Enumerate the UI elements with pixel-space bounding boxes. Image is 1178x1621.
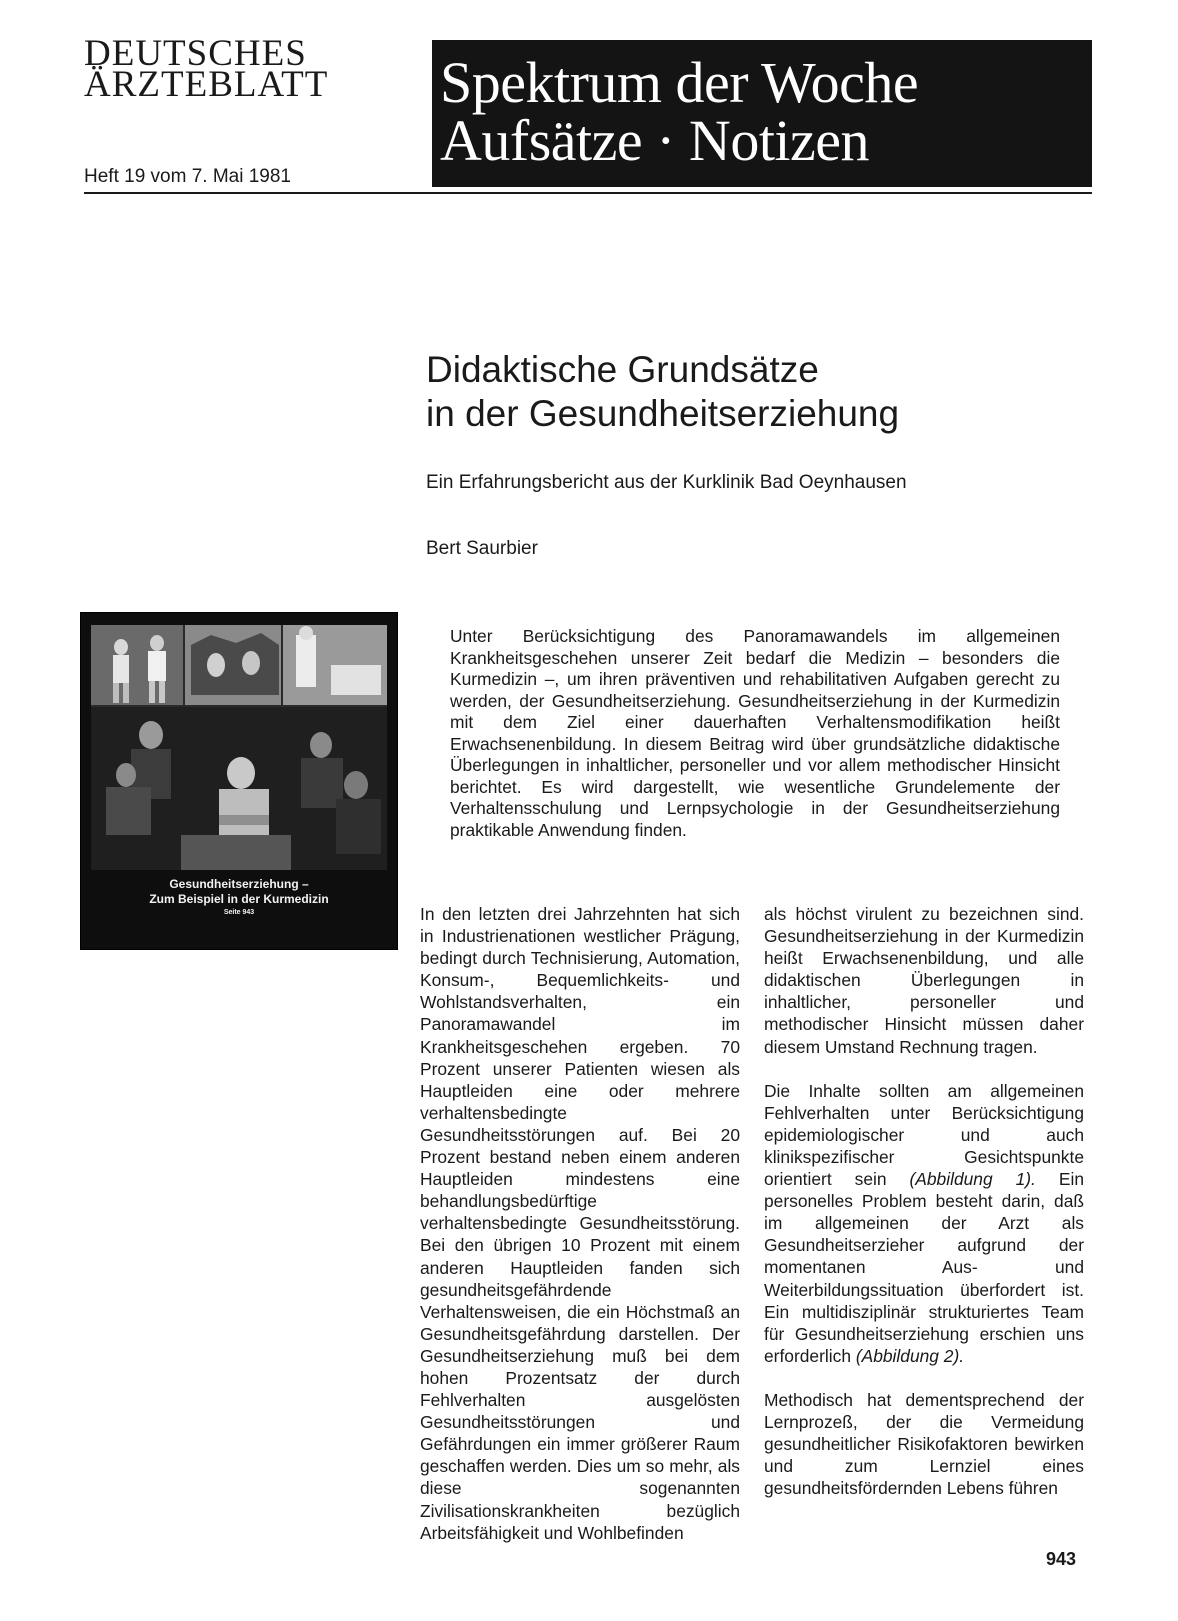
photo-caption: [81, 877, 397, 918]
body-column-1: [420, 903, 740, 1566]
title-line2: in der Gesundheitserziehung: [426, 393, 900, 434]
banner-line1: Spektrum der Woche: [440, 50, 919, 115]
article-author: Bert Saurbier: [426, 538, 538, 559]
article-subtitle: Ein Erfahrungsbericht aus der Kurklinik Bad Oeynhausen: [426, 472, 907, 493]
photo-caption-line2: Zum Beispiel in der Kurmedizin: [149, 892, 329, 906]
paragraph-text: Ein personelles Problem besteht darin, daß im allgemeinen der Arzt als Gesundheitserzieher aufgrund der momentanen Aus- und Weiterbildungssituation überfordert ist. Ein multidisziplinär strukturiertes Team für Gesundheitserziehung erschien uns erforderlich: [764, 1169, 1084, 1366]
paragraph-text: Die Inhalte sollten am allgemeinen Fehlverhalten unter Berücksichtigung epidemiologischer und auch klinikspezifischer Gesichtspunkte orientiert sein: [764, 1080, 1084, 1190]
issue-date: Heft 19 vom 7. Mai 1981: [84, 166, 291, 187]
photo-caption-page: Seite 943: [223, 909, 255, 916]
body-column-2: [764, 903, 1084, 1521]
paragraph: als höchst virulent zu bezeichnen sind. Gesundheitserziehung in der Kurmedizin heißt Erwachsenenbildung, und alle didaktischen Überlegungen in inhaltlicher, personeller und methodischer Hinsicht müssen daher diesem Umstand Rechnung tragen.: [764, 904, 1084, 1057]
cover-photo: [80, 612, 398, 950]
paragraph: Methodisch hat dementsprechend der Lernprozeß, der die Vermeidung gesundheitlicher Risikofaktoren bewirken und zum Lernziel eines gesundheitsfördernden Lebens führen: [764, 1389, 1084, 1499]
figure-reference: (Abbildung 2).: [855, 1345, 965, 1366]
masthead-line1: DEUTSCHES: [84, 33, 307, 74]
photo-caption-line1: Gesundheitserziehung –: [169, 877, 309, 891]
banner-line2: Aufsätze · Notizen: [440, 108, 870, 173]
photo-image: [91, 625, 387, 870]
figure-reference: (Abbildung 1).: [909, 1169, 1036, 1190]
article-title: [426, 348, 899, 436]
page-number: 943: [1046, 1549, 1077, 1569]
masthead-line2: ÄRZTEBLATT: [84, 64, 329, 105]
paragraph: In den letzten drei Jahrzehnten hat sich in Industrienationen westlicher Prägung, bedingt durch Technisierung, Automation, Konsum-, Bequemlichkeits- und Wohlstandsverhalten, ein Panoramawandel im Krankheitsgeschehen ergeben. 70 Prozent unserer Patienten wiesen als Hauptleiden eine oder mehrere verhaltensbedingte Gesundheitsstörungen auf. Bei 20 Prozent bestand neben einem anderen Hauptleiden mindestens eine behandlungsbedürftige verhaltensbedingte Gesundheitsstörung. Bei den übrigen 10 Prozent mit einem anderen Hauptleiden fanden sich gesundheitsgefährdende Verhaltensweisen, die ein Höchstmaß an Gesundheitsgefährdung darstellen. Der Gesundheitserziehung muß bei dem hohen Prozentsatz der durch Fehlverhalten ausgelösten Gesundheitsstörungen und Gefährdungen ein immer größerer Raum geschaffen werden. Dies um so mehr, als diese sogenannten Zivilisationskrankheiten bezüglich Arbeitsfähigkeit und Wohlbefinden: [420, 904, 740, 1543]
article-abstract: Unter Berücksichtigung des Panoramawandels im allgemeinen Krankheitsgeschehen unserer Zeit bedarf die Medizin – besonders die Kurmedizin –, um ihren präventiven und rehabilitativen Aufgaben gerecht zu werden, der Gesundheitserziehung. Gesundheitserziehung in der Kurmedizin mit dem Ziel einer dauerhaften Verhaltensmodifikation heißt Erwachsenenbildung. In diesem Beitrag wird über grundsätzliche didaktische Überlegungen in inhaltlicher, personeller und vor allem methodischer Hinsicht berichtet. Es wird dargestellt, wie wesentliche Grundelemente der Verhaltensschulung und Lernpsychologie in der Gesundheitserziehung praktikable Anwendung finden.: [450, 626, 1060, 840]
masthead-logo: [84, 33, 329, 105]
section-banner: [432, 40, 1092, 187]
title-line1: Didaktische Grundsätze: [426, 349, 819, 390]
header-rule: [84, 192, 1092, 194]
paragraph: [764, 1080, 1084, 1367]
